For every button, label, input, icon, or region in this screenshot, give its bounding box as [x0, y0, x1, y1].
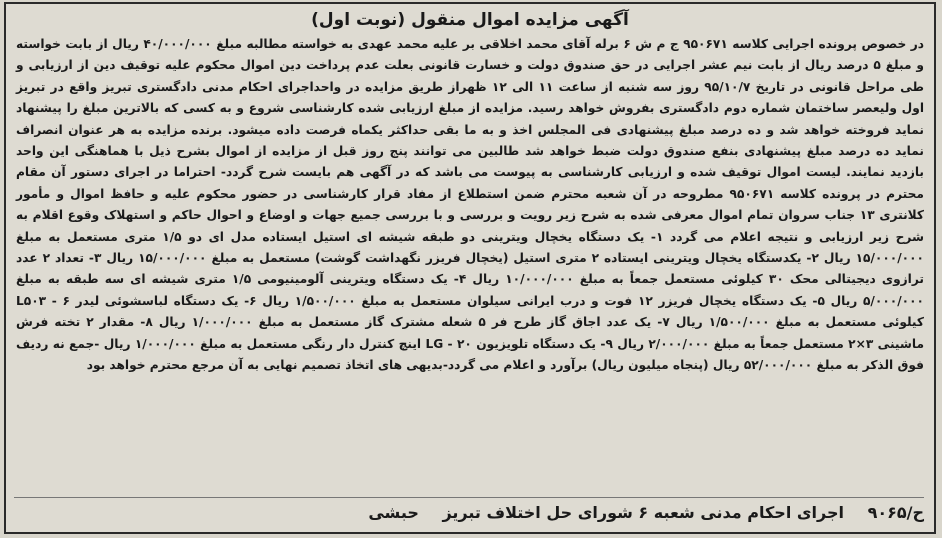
notice-body: در خصوص پرونده اجرایی کلاسه ۹۵۰۶۷۱ ج م ش ۶ برله آقای محمد اخلاقی بر علیه محمد عهدی به خواسته مطالبه مبلغ ۴۰/۰۰۰/۰۰۰ ریال از بابت خواسته و مبلغ ۵ درصد ریال از بابت نیم عشر اجرایی در حق صندوق دولت و خسارت قانونی بعلت عدم پرداخت دین اموال محکوم علیه توقیف دین از ارزیابی و طی مراحل قانونی در تاریخ ۹۵/۱۰/۷ روز سه شنبه از ساعت ۱۱ الی ۱۲ ظهراز طریق مزایده در واحداجرای احکام مدنی دادگستری تبریز واقع در تبریز اول ولیعصر ساختمان شماره دوم دادگستری بفروش خواهد رسید. مزایده از مبلغ ارزیابی شده کارشناسی شروع و به کسی که بالاترین مبلغ را پیشنهاد نماید فروخته خواهد شد و ده درصد مبلغ پیشنهادی فی المجلس اخذ و به ما بقی حداکثر یکماه فرصت داده میشود. برنده مزایده به هر عنوان انصراف نماید ده درصد مبلغ پیشنهادی بنفع صندوق دولت ضبط خواهد شد طالبین می توانند پنج روز قبل از مزایده از اموال بشرح ذیل با هماهنگی این واحد بازدید نمایند. لیست اموال توقیف شده و ارزیابی کارشناسی به پیوست می باشد که در آگهی هم بایست شرح گردد- احتراما در اجرای دستور آن مقام محترم در پرونده کلاسه ۹۵۰۶۷۱ مطروحه در آن شعبه محترم ضمن استطلاع از مفاد قرار کارشناسی در حضور محکوم علیه و حافظ اموال و مأمور کلانتری ۱۳ جناب سروان تمام اموال معرفی شده به شرح زیر رویت و بررسی و با بررسی جمیع جهات و اوضاع و احوال حاکم و استهلاک وقوع اقلام به شرح زیر ارزیابی و نتیجه اعلام می گردد ۱- یک دستگاه یخچال ویترینی دو طبقه شیشه ای استیل ایستاده مدل ای دو ۱/۵ متری مستعمل به مبلغ ۱۵/۰۰۰/۰۰۰ ریال ۲- یکدستگاه یخچال ویترینی ایستاده ۲ متری استیل (یخچال فریزر نگهداشت گوشت) مستعمل به مبلغ ۱۵/۰۰۰/۰۰۰ ریال ۳- تعداد ۲ عدد ترازوی دیجیتالی محک ۳۰ کیلوئی مستعمل جمعاً به مبلغ ۱۰/۰۰۰/۰۰۰ ریال ۴- یک دستگاه ویترینی آلومینیومی ۱/۵ متری شیشه ای سه طبقه به مبلغ ۵/۰۰۰/۰۰۰ ریال ۵- یک دستگاه یخچال فریزر ۱۲ فوت و درب ایرانی سیلوان مستعمل به مبلغ ۱/۵۰۰/۰۰۰ ریال ۶- یک دستگاه لباسشوئی لیدر L۵۰۳ - ۶ کیلوئی مستعمل به مبلغ ۱/۵۰۰/۰۰۰ ریال ۷- یک عدد اجاق گاز طرح فر ۵ شعله مشترک گاز مستعمل به مبلغ ۱/۰۰۰/۰۰۰ ریال ۸- مقدار ۲ تخته فرش ماشینی ۳×۲ مستعمل جمعاً به مبلغ ۲/۰۰۰/۰۰۰ ریال ۹- یک دستگاه تلویزیون LG - ۲۰ اینچ کنترل دار رنگی مستعمل به مبلغ ۱/۰۰۰/۰۰۰ ریال -جمع نه ردیف فوق الذکر به مبلغ ۵۲/۰۰۰/۰۰۰ ریال (پنجاه میلیون ریال) برآورد و اعلام می گردد-بدیهی های اتخاذ تصمیم نهایی به آن مرجع محترم خواهد بود	[16, 37, 925, 373]
footer-name: حبشی	[368, 503, 419, 522]
footer-code: ح/۹۰۶۵	[867, 503, 924, 522]
auction-notice	[4, 2, 936, 534]
notice-footer	[14, 497, 924, 528]
notice-title: آگهی مزایده اموال منقول (نوبت اول)	[311, 10, 629, 30]
footer-office: اجرای احکام مدنی شعبه ۶ شورای حل اختلاف تبریز	[442, 503, 844, 522]
